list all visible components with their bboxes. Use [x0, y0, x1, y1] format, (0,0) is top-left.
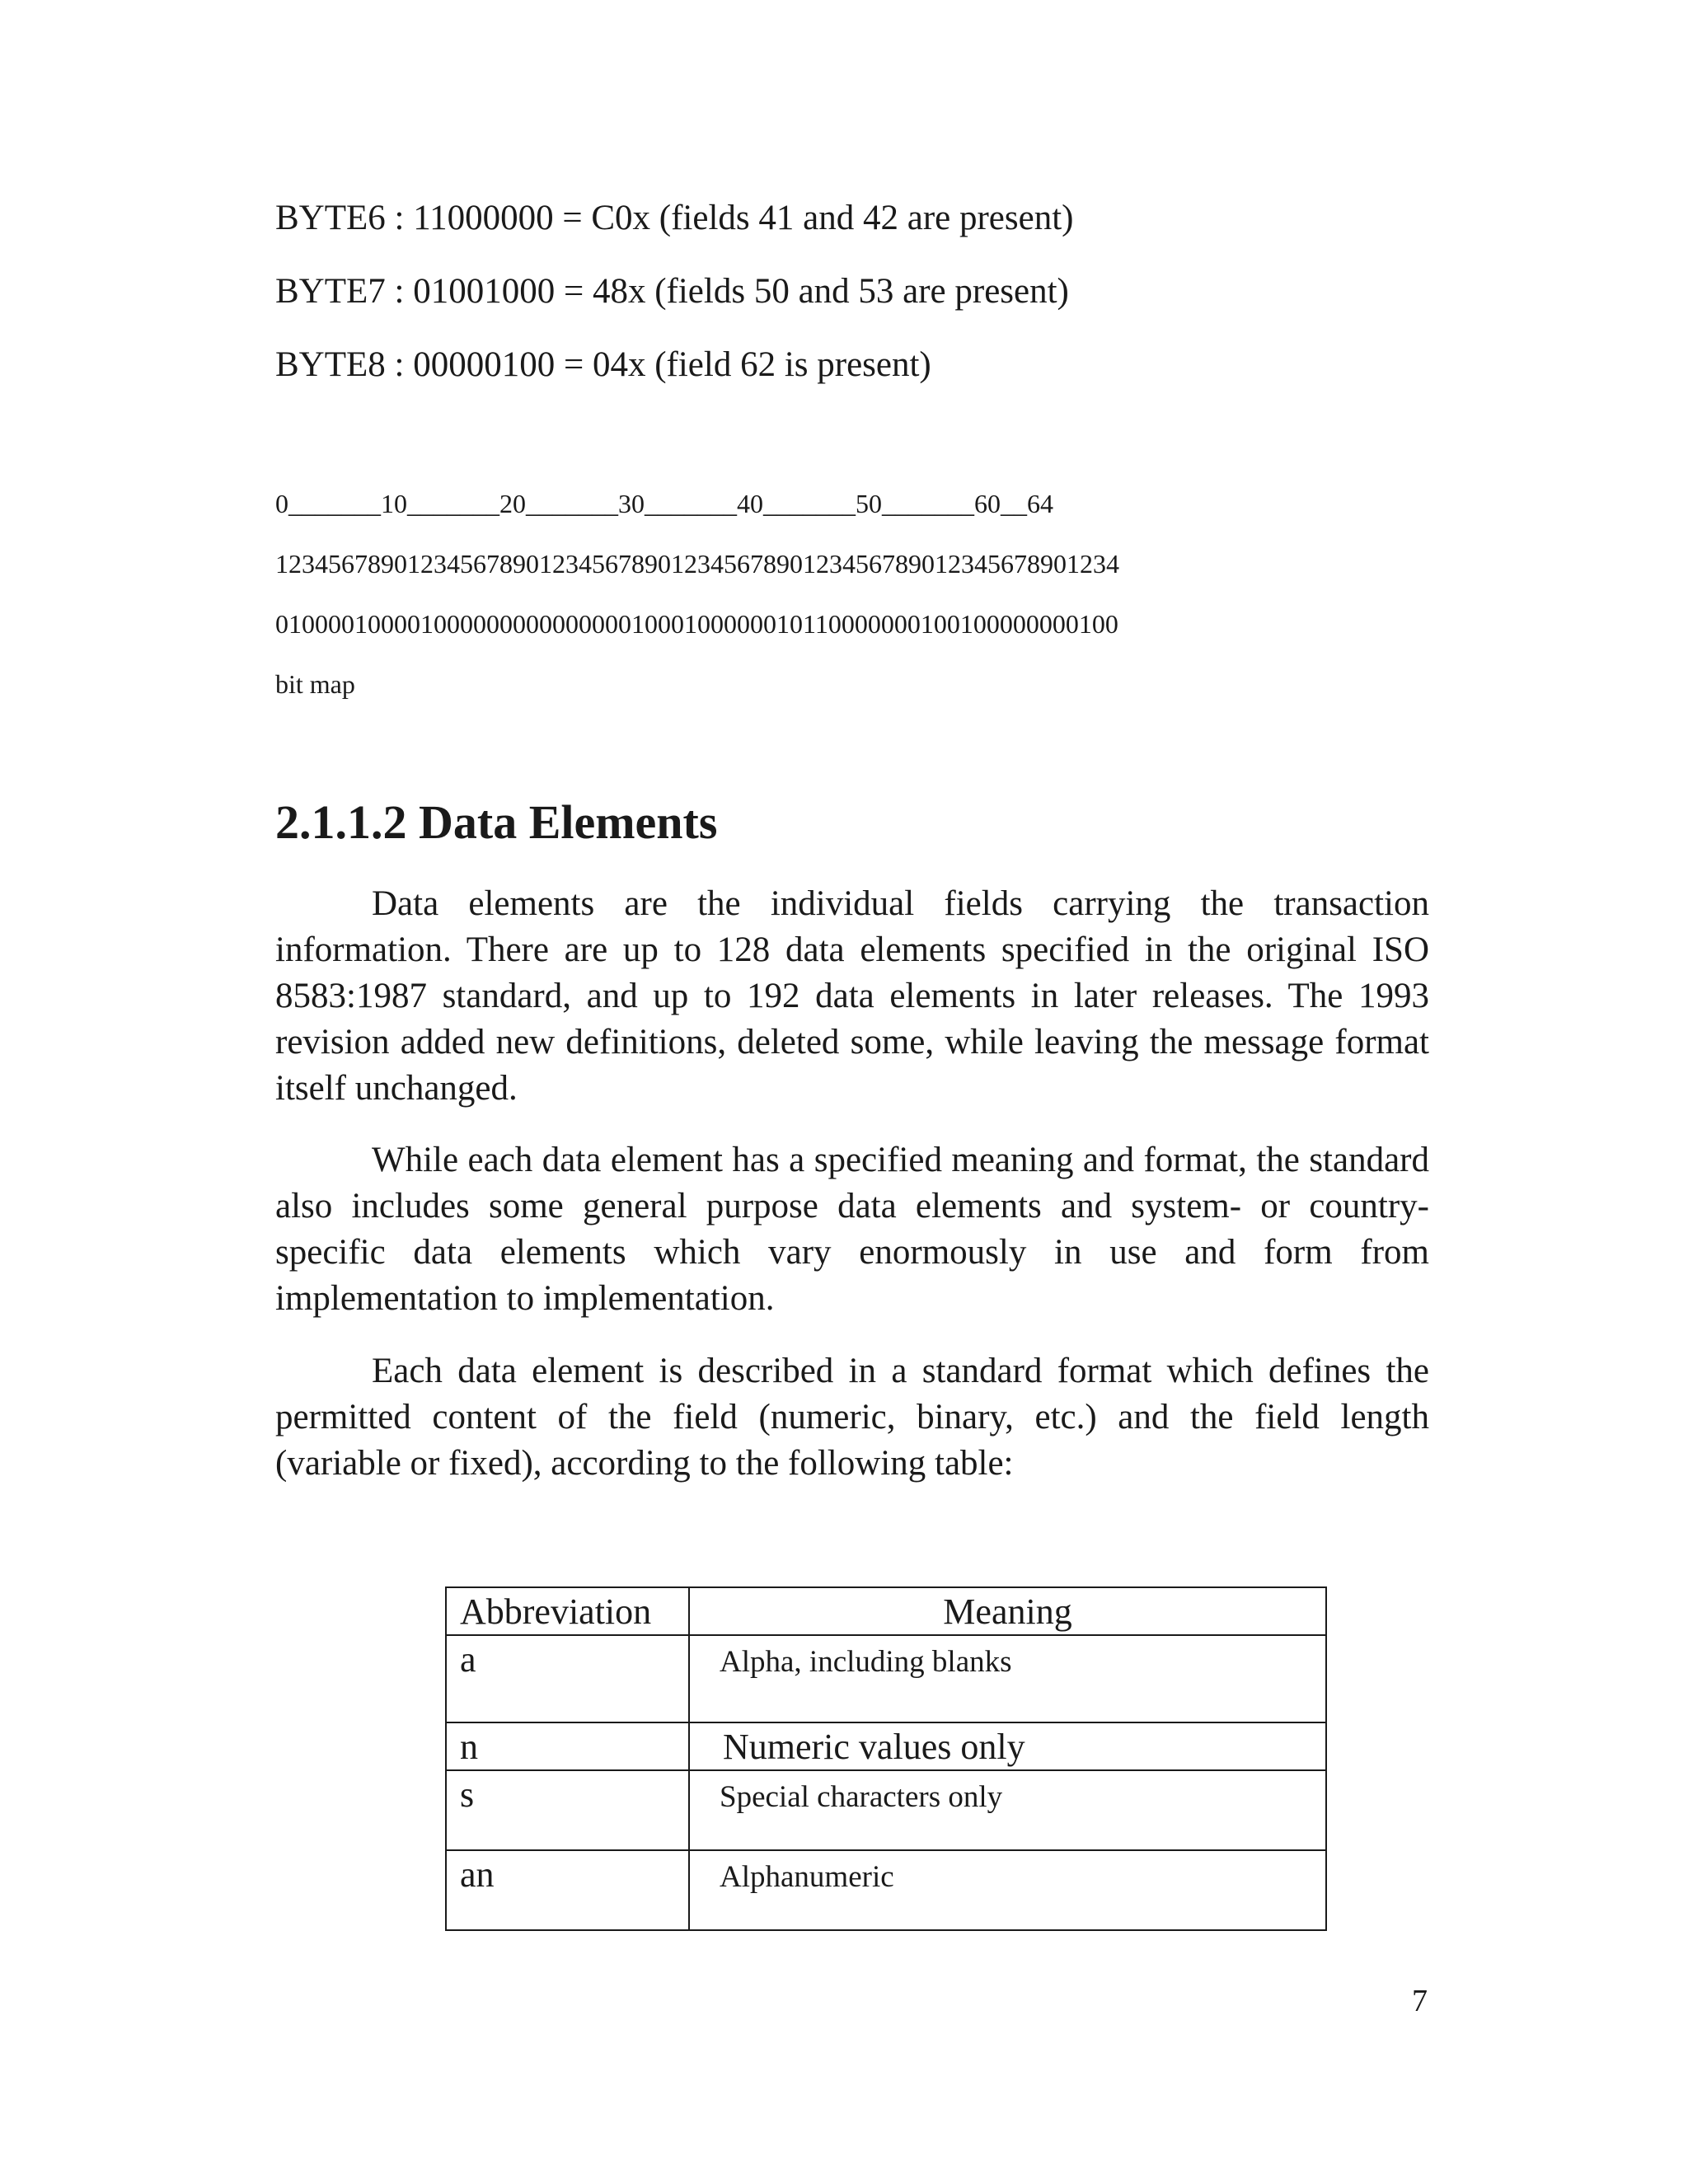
abbr-cell: a [446, 1635, 689, 1722]
bitmap-positions: 1234567890123456789012345678901234567890123456789012345678901234 [275, 549, 1119, 579]
header-meaning: Meaning [689, 1587, 1326, 1635]
table-row [446, 1635, 1326, 1722]
bitmap-label: bit map [275, 669, 355, 699]
meaning-cell: Special characters only [689, 1770, 1326, 1850]
table-row [446, 1722, 1326, 1770]
page-number: 7 [1412, 1984, 1428, 2018]
meaning-cell: Numeric values only [689, 1722, 1326, 1770]
table-row [446, 1850, 1326, 1930]
abbreviation-table [445, 1586, 1327, 1931]
abbr-cell: an [446, 1850, 689, 1930]
paragraph-3: Each data element is described in a standard format which defines the permitted content of the field (numeric, binary, etc.) and the field length (variable or fixed), according to the following table: [275, 1352, 1429, 1483]
paragraph-1: Data elements are the individual fields carrying the transaction information. There are up to 128 data elements specified in the original ISO 8583:1987 standard, and up to 192 data elements in later releases. The 1993 revision added new definitions, deleted some, while leaving the message format itself unchanged. [275, 884, 1429, 1108]
table-row [446, 1770, 1326, 1850]
section-heading: 2.1.1.2 Data Elements [275, 795, 718, 849]
meaning-cell: Alphanumeric [689, 1850, 1326, 1930]
paragraph-2: While each data element has a specified meaning and format, the standard also includes some general purpose data elements and system- or country-specific data elements which vary enormously in use and form from implementation to implementation. [275, 1141, 1429, 1318]
table-header-row [446, 1587, 1326, 1635]
header-abbreviation: Abbreviation [446, 1587, 689, 1635]
bitmap-bits: 0100001000010000000000000001000100000010110000000100100000000100 [275, 609, 1118, 639]
byte8-line: BYTE8 : 00000100 = 04x (field 62 is present) [275, 345, 931, 384]
byte6-line: BYTE6 : 11000000 = C0x (fields 41 and 42 are present) [275, 199, 1074, 237]
bitmap-scale: 0_______10_______20_______30_______40_______50_______60__64 [275, 489, 1053, 518]
abbr-cell: n [446, 1722, 689, 1770]
byte7-line: BYTE7 : 01001000 = 48x (fields 50 and 53 are present) [275, 272, 1069, 311]
meaning-cell: Alpha, including blanks [689, 1635, 1326, 1722]
abbr-cell: s [446, 1770, 689, 1850]
